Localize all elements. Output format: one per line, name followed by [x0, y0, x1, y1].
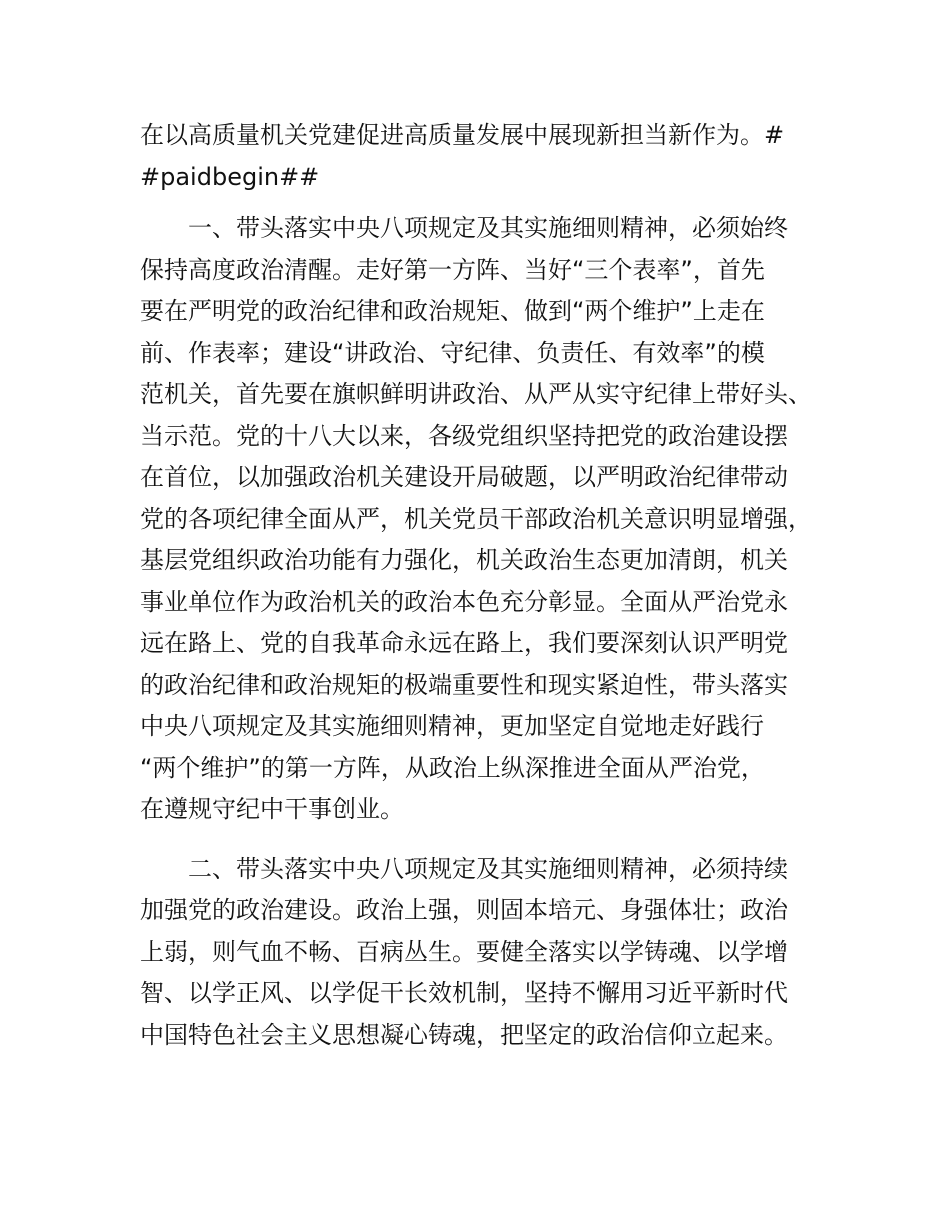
text-line: 中央八项规定及其实施细则精神，更加坚定自觉地走好践行 — [140, 712, 764, 740]
text-line: 在遵规守纪中干事创业。 — [140, 795, 404, 823]
text-line: 远在路上、党的自我革命永远在路上，我们要深刻认识严明党 — [140, 629, 788, 657]
text-line: 范机关，首先要在旗帜鲜明讲政治、从严从实守纪律上带好头、 — [140, 380, 812, 408]
text-line: 加强党的政治建设。政治上强，则固本培元、身强体壮；政治 — [140, 896, 788, 924]
text-line: 基层党组织政治功能有力强化，机关政治生态更加清朗，机关 — [140, 546, 788, 574]
text-line: 上弱，则气血不畅、百病丛生。要健全落实以学铸魂、以学增 — [140, 937, 788, 966]
text-line: 前、作表率；建设“讲政治、守纪律、负责任、有效率”的模 — [140, 338, 765, 367]
paragraph-2 — [140, 849, 840, 1057]
text-line: 党的各项纪律全面从严，机关党员干部政治机关意识明显增强， — [140, 504, 812, 533]
text-line: 的政治纪律和政治规矩的极端重要性和现实紧迫性，带头落实 — [140, 670, 788, 699]
document-body — [140, 115, 840, 1056]
text-line: 要在严明党的政治纪律和政治规矩、做到“两个维护”上走在 — [140, 297, 765, 325]
text-line: 当示范。党的十八大以来，各级党组织坚持把党的政治建设摆 — [140, 421, 788, 450]
paragraph-1 — [140, 208, 840, 831]
text-line: 智、以学正风、以学促干长效机制，坚持不懈用习近平新时代 — [140, 979, 788, 1007]
text-line: “两个维护”的第一方阵，从政治上纵深推进全面从严治党， — [140, 753, 765, 782]
text-line: 在首位，以加强政治机关建设开局破题，以严明政治纪律带动 — [140, 463, 788, 491]
text-line: 中国特色社会主义思想凝心铸魂，把坚定的政治信仰立起来。 — [140, 1020, 788, 1049]
text-line: 二、带头落实中央八项规定及其实施细则精神，必须持续 — [188, 854, 788, 883]
paid-marker-line: #paidbegin## — [140, 162, 320, 191]
text-line: 保持高度政治清醒。走好第一方阵、当好“三个表率”，首先 — [140, 255, 765, 284]
intro-paragraph — [140, 115, 840, 198]
text-line: 在以高质量机关党建促进高质量发展中展现新担当新作为。# — [140, 121, 785, 149]
text-line: 一、带头落实中央八项规定及其实施细则精神，必须始终 — [188, 214, 788, 242]
text-line: 事业单位作为政治机关的政治本色充分彰显。全面从严治党永 — [140, 587, 788, 616]
